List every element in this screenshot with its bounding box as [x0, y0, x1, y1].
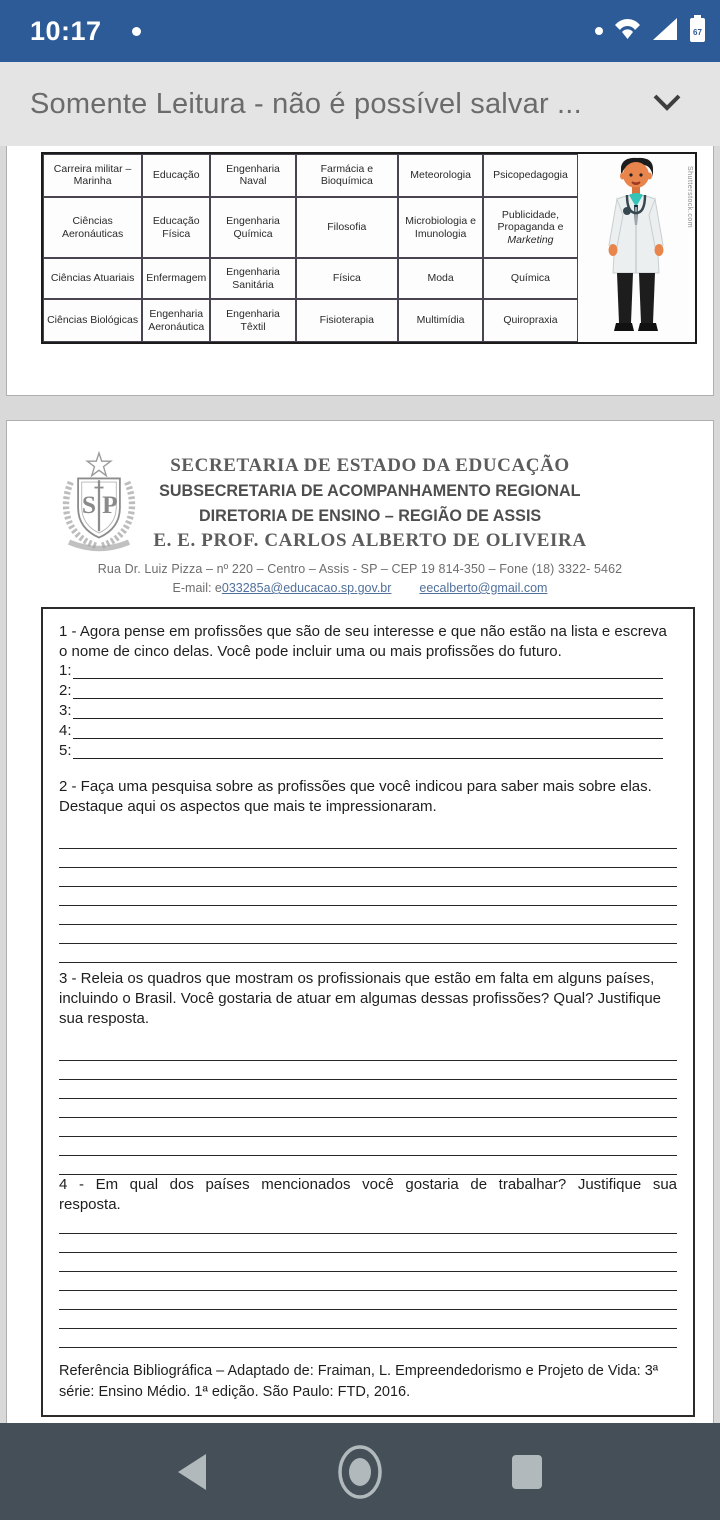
- table-cell: Física: [296, 258, 398, 299]
- svg-text:S: S: [81, 490, 97, 519]
- cellular-signal-icon: [652, 17, 678, 46]
- table-cell: Publicidade, Propaganda e Marketing: [483, 197, 577, 258]
- letterhead-line-1: SECRETARIA DE ESTADO DA EDUCAÇÃO: [170, 455, 570, 476]
- answer-line: [59, 1215, 677, 1234]
- document-page-1: [6, 146, 714, 396]
- school-email-link[interactable]: 033285a@educacao.sp.gov.br: [221, 581, 392, 595]
- answer-line: [59, 906, 677, 925]
- answer-line: [59, 1137, 677, 1156]
- answer-line: [59, 1272, 677, 1291]
- table-cell: Quiropraxia: [483, 299, 577, 342]
- home-button[interactable]: [337, 1449, 383, 1495]
- battery-icon: [689, 15, 706, 48]
- readonly-banner-title: Somente Leitura - não é possível salvar ...: [30, 87, 582, 120]
- bibliography-reference: Referência Bibliográfica – Adaptado de: Fraiman, L. Empreendedorismo e Projeto de Vida: 3ª série: Ensino Médio. 1ª edição. São Paulo: FTD, 2016.: [59, 1363, 659, 1400]
- status-bar: [0, 0, 720, 62]
- android-navigation-bar: [0, 1423, 720, 1520]
- watermark: Shutterstock.com: [686, 166, 693, 229]
- notification-dot-icon: [132, 27, 141, 36]
- professions-table-frame: [41, 152, 697, 344]
- answer-line-numbered: 5:: [59, 742, 677, 762]
- table-cell: Fisioterapia: [296, 299, 398, 342]
- chevron-down-icon[interactable]: [652, 93, 682, 116]
- document-viewport[interactable]: [0, 146, 720, 1423]
- table-cell: Química: [483, 258, 577, 299]
- answer-line-numbered: 3:: [59, 702, 677, 722]
- table-cell: Moda: [398, 258, 483, 299]
- answer-line: [59, 925, 677, 944]
- wifi-icon: [614, 17, 641, 46]
- email-prefix: E-mail: e: [172, 581, 222, 595]
- school-gmail-link[interactable]: eecalberto@gmail.com: [419, 581, 548, 595]
- table-cell: Filosofia: [296, 197, 398, 258]
- letterhead-line-2: SUBSECRETARIA DE ACOMPANHAMENTO REGIONAL: [159, 481, 581, 500]
- letterhead: [7, 421, 713, 595]
- school-email-line: [7, 581, 713, 595]
- page-gap: [0, 396, 720, 420]
- answer-line: [59, 1253, 677, 1272]
- table-cell: Educação Física: [142, 197, 210, 258]
- answer-line-numbered: 2:: [59, 682, 677, 702]
- recents-button[interactable]: [504, 1449, 550, 1495]
- answer-line: [59, 1080, 677, 1099]
- table-cell: Engenharia Sanitária: [210, 258, 295, 299]
- svg-text:P: P: [102, 490, 118, 519]
- answer-line: [59, 849, 677, 868]
- answer-line: [59, 1156, 677, 1175]
- table-cell: Multimídia: [398, 299, 483, 342]
- table-cell: Ciências Aeronáuticas: [43, 197, 142, 258]
- sao-paulo-coat-of-arms-logo: [49, 451, 149, 560]
- clock: 10:17: [30, 15, 102, 46]
- professions-table: [43, 154, 578, 342]
- table-cell: Engenharia Naval: [210, 154, 295, 197]
- doctor-illustration: [603, 155, 669, 342]
- table-cell: Engenharia Têxtil: [210, 299, 295, 342]
- table-cell: Meteorologia: [398, 154, 483, 197]
- document-page-2: [6, 420, 714, 1423]
- answer-line: [59, 1118, 677, 1137]
- school-address: Rua Dr. Luiz Pizza – nº 220 – Centro – Assis - SP – CEP 19 814-350 – Fone (18) 3322- 5462: [97, 562, 623, 576]
- questions-box: [41, 607, 695, 1417]
- answer-line: [59, 1291, 677, 1310]
- answer-line: [59, 1099, 677, 1118]
- answer-line-numbered: 1:: [59, 662, 677, 682]
- table-cell: Engenharia Química: [210, 197, 295, 258]
- answer-line: [59, 1042, 677, 1061]
- answer-line: [59, 1061, 677, 1080]
- table-cell: Engenharia Aeronáutica: [142, 299, 210, 342]
- letterhead-line-4: E. E. PROF. CARLOS ALBERTO DE OLIVEIRA: [153, 530, 587, 551]
- answer-line-numbered: 4:: [59, 722, 677, 742]
- table-cell: Carreira militar – Marinha: [43, 154, 142, 197]
- question-1-text: 1 - Agora pense em profissões que são de seu interesse e que não estão na lista e escreva o nome de cinco delas. Você pode incluir uma ou mais profissões do futuro.: [59, 623, 667, 660]
- answer-line: [59, 944, 677, 963]
- answer-line: [59, 830, 677, 849]
- question-3-text: 3 - Releia os quadros que mostram os profissionais que estão em falta em alguns países, incluindo o Brasil. Você gostaria de atuar em algumas dessas profissões? Qual? Justifique sua resposta.: [59, 970, 661, 1027]
- question-2-text: 2 - Faça uma pesquisa sobre as profissões que você indicou para saber mais sobre elas. Destaque aqui os aspectos que mais te impressionaram.: [59, 778, 652, 815]
- table-cell: Farmácia e Bioquímica: [296, 154, 398, 197]
- answer-line: [59, 868, 677, 887]
- answer-line: [59, 887, 677, 906]
- status-dot-icon: [595, 27, 603, 35]
- battery-percent: 67: [693, 27, 702, 37]
- table-cell: Educação: [142, 154, 210, 197]
- answer-line: [59, 1310, 677, 1329]
- table-cell: Ciências Biológicas: [43, 299, 142, 342]
- letterhead-line-3: DIRETORIA DE ENSINO – REGIÃO DE ASSIS: [198, 506, 542, 525]
- table-cell: Psicopedagogia: [483, 154, 577, 197]
- question-4-text: 4 - Em qual dos países mencionados você gostaria de trabalhar? Justifique sua resposta.: [59, 1176, 677, 1213]
- back-button[interactable]: [170, 1449, 216, 1495]
- table-cell: Microbiologia e Imunologia: [398, 197, 483, 258]
- answer-line: [59, 1329, 677, 1348]
- table-cell: Ciências Atuariais: [43, 258, 142, 299]
- answer-line: [59, 1234, 677, 1253]
- table-cell: Enfermagem: [142, 258, 210, 299]
- readonly-banner[interactable]: [0, 62, 720, 146]
